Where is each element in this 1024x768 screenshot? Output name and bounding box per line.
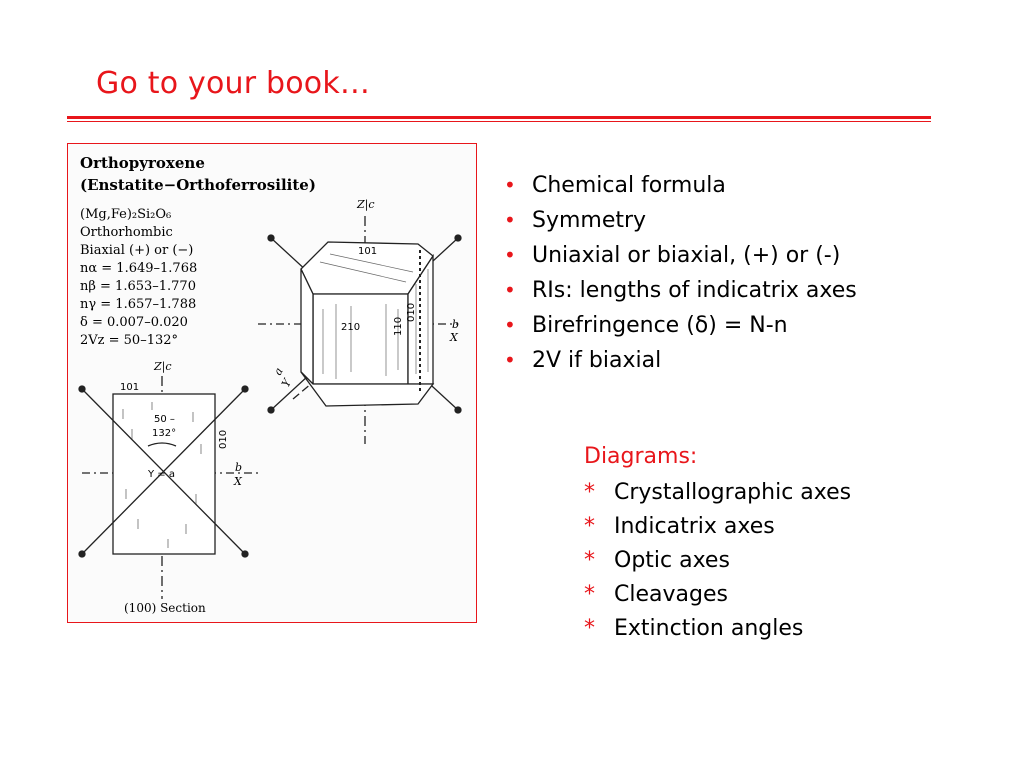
face-101-label-3d: 101	[358, 246, 378, 257]
bullet-item	[504, 308, 857, 343]
diagrams-heading: Diagrams:	[584, 444, 698, 469]
red-dot-bullet-icon: •	[504, 208, 516, 232]
mineral-name: Orthopyroxene	[80, 154, 205, 172]
diagram-item	[584, 476, 851, 510]
orthopyroxene-diagram	[68, 144, 477, 623]
red-dot-bullet-icon: •	[504, 313, 516, 337]
optic-axis-end	[455, 407, 461, 413]
red-dot-bullet-icon: •	[504, 173, 516, 197]
asterisk-bullet-icon: *	[584, 582, 595, 607]
face-110-label: 110	[393, 316, 404, 336]
section-axis-end	[242, 551, 248, 557]
asterisk-bullet-icon: *	[584, 616, 595, 641]
birefringence: δ = 0.007–0.020	[80, 315, 188, 330]
diagram-item-text: Optic axes	[614, 548, 730, 573]
red-dot-bullet-icon: •	[504, 348, 516, 372]
bullet-item	[504, 203, 857, 238]
bullet-text: RIs: lengths of indicatrix axes	[532, 278, 857, 303]
bullet-item	[504, 238, 857, 273]
bullet-item	[504, 273, 857, 308]
diagram-item-text: Indicatrix axes	[614, 514, 775, 539]
bullet-item	[504, 168, 857, 203]
face-101-label-section: 101	[120, 382, 140, 393]
section-axis-end	[79, 386, 85, 392]
a-label-3d: a	[271, 365, 286, 378]
asterisk-bullet-icon: *	[584, 514, 595, 539]
two-v: 2Vz = 50–132°	[80, 333, 179, 348]
diagram-item-text: Crystallographic axes	[614, 480, 852, 505]
face-210-label: 210	[341, 322, 361, 333]
red-dot-bullet-icon: •	[504, 243, 516, 267]
bullet-text: Chemical formula	[532, 173, 726, 198]
diagrams-list	[584, 476, 851, 646]
optic-sign: Biaxial (+) or (−)	[80, 243, 194, 258]
z-c-label-3d: Z|c	[357, 198, 375, 211]
diagram-item-text: Cleavages	[614, 582, 728, 607]
two-v-angle-line2: 132°	[152, 428, 177, 439]
bullet-text: 2V if biaxial	[532, 348, 662, 373]
y-label-3d: Y	[279, 376, 295, 390]
bullet-item	[504, 343, 857, 378]
x-label-section: X	[234, 475, 242, 488]
n-alpha: nα = 1.649–1.768	[80, 261, 198, 276]
two-v-angle-line1: 50 –	[154, 414, 175, 425]
n-gamma: nγ = 1.657–1.788	[80, 297, 197, 312]
red-dot-bullet-icon: •	[504, 278, 516, 302]
slide-title: Go to your book…	[96, 66, 371, 101]
z-c-label-section: Z|c	[154, 360, 172, 373]
face-010-label-3d: 010	[406, 302, 417, 322]
face-010-label-section: 010	[218, 429, 229, 449]
section-100-drawing	[79, 376, 258, 599]
asterisk-bullet-icon: *	[584, 548, 595, 573]
diagram-item	[584, 510, 851, 544]
n-beta: nβ = 1.653–1.770	[80, 279, 196, 294]
diagram-item	[584, 544, 851, 578]
section-caption: (100) Section	[124, 601, 206, 615]
diagram-item	[584, 612, 851, 646]
bullet-text: Uniaxial or biaxial, (+) or (-)	[532, 243, 841, 268]
title-rule-thin	[67, 121, 931, 122]
b-label-section: b	[235, 461, 243, 474]
section-axis-end	[79, 551, 85, 557]
crystal-system: Orthorhombic	[80, 225, 173, 240]
property-bullet-list	[504, 168, 857, 378]
bullet-text: Symmetry	[532, 208, 647, 233]
mineral-subtitle: (Enstatite−Orthoferrosilite)	[80, 176, 316, 194]
bullet-text: Birefringence (δ) = N-n	[532, 313, 788, 338]
title-rule-thick	[67, 116, 931, 119]
textbook-figure	[67, 143, 477, 623]
diagram-item	[584, 578, 851, 612]
optic-axis-end	[268, 235, 274, 241]
b-label-3d: b	[452, 318, 460, 331]
crystal-face-210	[313, 294, 408, 384]
section-axis-end	[242, 386, 248, 392]
optic-axis-end	[455, 235, 461, 241]
diagram-item-text: Extinction angles	[614, 616, 804, 641]
asterisk-bullet-icon: *	[584, 480, 595, 505]
formula: (Mg,Fe)₂Si₂O₆	[80, 207, 172, 222]
y-eq-a-label: Y = a	[148, 469, 175, 480]
x-label-3d: X	[450, 331, 458, 344]
optic-axis-end	[268, 407, 274, 413]
